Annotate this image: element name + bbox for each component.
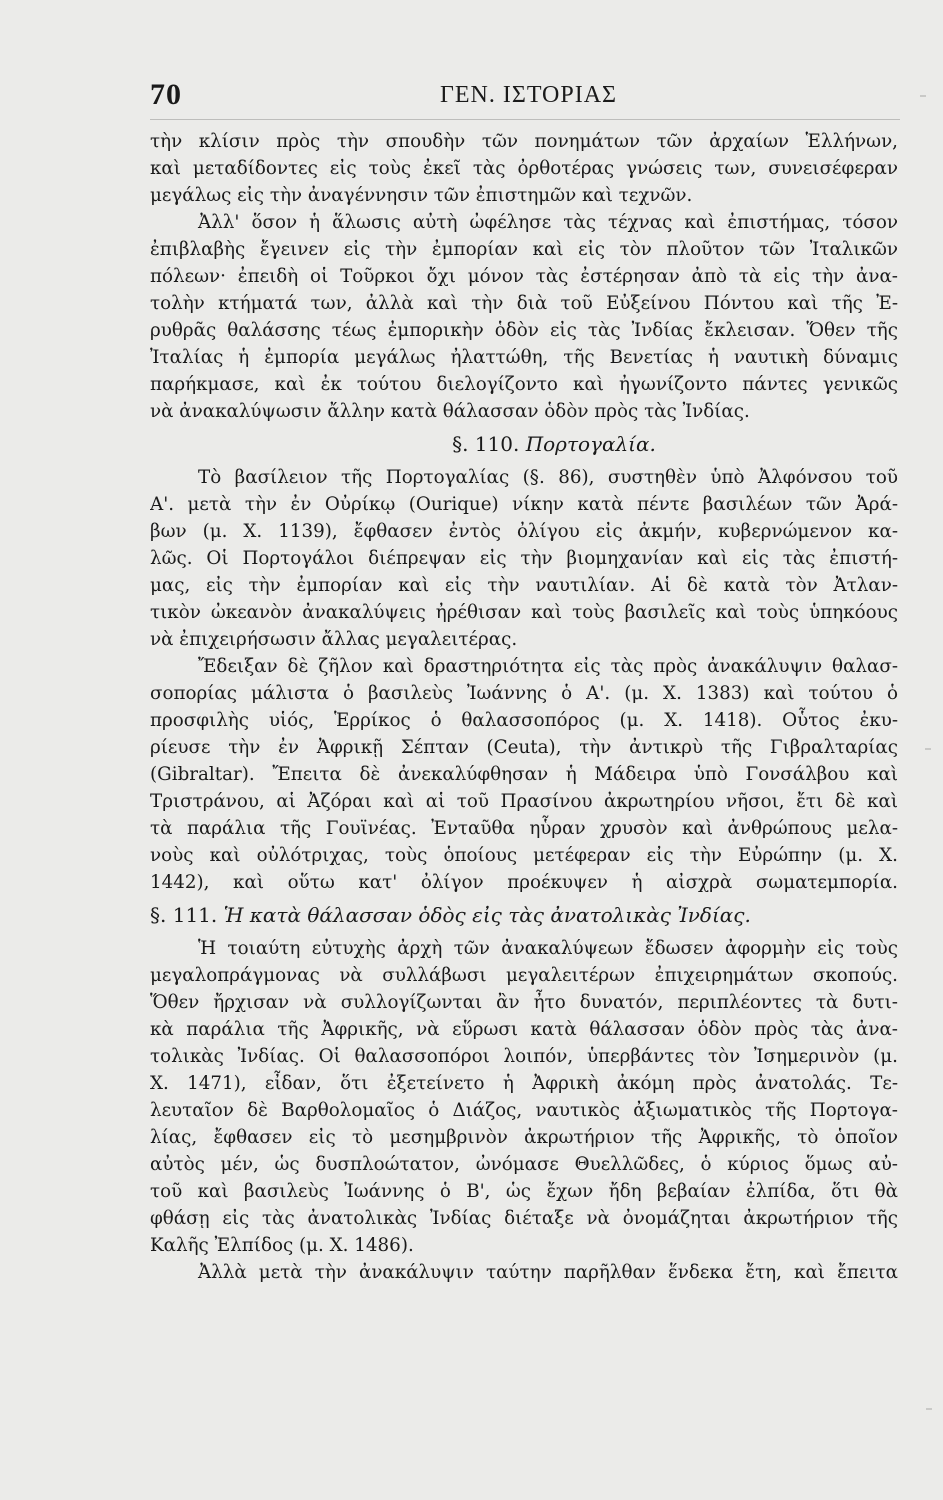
margin-speck	[926, 1408, 932, 1410]
text-line: φθάσῃ εἰς τὰς ἀνατολικὰς Ἰνδίας διέταξε νὰ ὀνομάζηται ἀκρωτήριον τῆς	[150, 1208, 898, 1229]
text-line: νὰ ἀνακαλύψωσιν ἄλλην κατὰ θάλασσαν ὁδὸν πρὸς τὰς Ἰνδίας.	[150, 401, 750, 422]
text-line: Τὸ βασίλειον τῆς Πορτογαλίας (§. 86), συστηθὲν ὑπὸ Ἀλφόνσου τοῦ	[198, 467, 898, 488]
text-line: σοπορίας μάλιστα ὁ βασιλεὺς Ἰωάννης ὁ Α'. (μ. Χ. 1383) καὶ τούτου ὁ	[150, 683, 898, 704]
text-line: Ἡ τοιαύτη εὐτυχὴς ἀρχὴ τῶν ἀνακαλύψεων ἔδωσεν ἀφορμὴν εἰς τοὺς	[198, 938, 898, 959]
text-line: τοῦ καὶ βασιλεὺς Ἰωάννης ὁ Β', ὡς ἔχων ἤδη βεβαίαν ἐλπίδα, ὅτι θὰ	[150, 1181, 898, 1202]
margin-speck	[925, 748, 931, 750]
text-line: βων (μ. Χ. 1139), ἔφθασεν ἐντὸς ὀλίγου εἰς ἀκμήν, κυβερνώμενον κα-	[150, 521, 898, 542]
section-title: Πορτογαλία.	[525, 432, 656, 456]
text-line: Ἀλλ' ὅσον ἡ ἅλωσις αὐτὴ ὠφέλησε τὰς τέχνας καὶ ἐπιστήμας, τόσον	[198, 212, 898, 233]
text-line: τὰ παράλια τῆς Γουϊνέας. Ἐνταῦθα ηὗραν χρυσὸν καὶ ἀνθρώπους μελα-	[150, 818, 898, 839]
text-line: Καλῆς Ἐλπίδος (μ. Χ. 1486).	[150, 1235, 414, 1256]
page-number: 70	[150, 78, 182, 111]
margin-speck	[920, 95, 926, 97]
text-line: Τριστράνου, αἱ Ἀζόραι καὶ αἱ τοῦ Πρασίνου ἀκρωτηρίου νῆσοι, ἔτι δὲ καὶ	[150, 791, 898, 812]
text-line: τικὸν ὠκεανὸν ἀνακαλύψεις ἠρέθισαν καὶ τοὺς βασιλεῖς καὶ τοὺς ὑπηκόους	[150, 602, 898, 623]
text-line: Ἔδειξαν δὲ ζῆλον καὶ δραστηριότητα εἰς τὰς πρὸς ἀνακάλυψιν θαλασ-	[198, 656, 898, 677]
text-line: (Gibraltar). Ἔπειτα δὲ ἀνεκαλύφθησαν ἡ Μάδειρα ὑπὸ Γονσάλβου καὶ	[150, 764, 898, 785]
text-line: Ἰταλίας ἡ ἐμπορία μεγάλως ἠλαττώθη, τῆς Βενετίας ἡ ναυτικὴ δύναμις	[150, 347, 898, 368]
text-line: Χ. 1471), εἶδαν, ὅτι ἐξετείνετο ἡ Ἀφρικὴ ἀκόμη πρὸς ἀνατολάς. Τε-	[150, 1073, 898, 1094]
text-line: παρήκμασε, καὶ ἐκ τούτου διελογίζοντο καὶ ἠγωνίζοντο πάντες γενικῶς	[150, 374, 898, 395]
text-line: μεγάλως εἰς τὴν ἀναγέννησιν τῶν ἐπιστημῶν καὶ τεχνῶν.	[150, 185, 693, 206]
text-line: ρυθρᾶς θαλάσσης τέως ἐμπορικὴν ὁδὸν εἰς τὰς Ἰνδίας ἔκλεισαν. Ὅθεν τῆς	[150, 320, 898, 341]
text-line: μας, εἰς τὴν ἐμπορίαν καὶ εἰς τὴν ναυτιλίαν. Αἱ δὲ κατὰ τὸν Ἀτλαν-	[150, 575, 898, 596]
text-line: πόλεων· ἐπειδὴ οἱ Τοῦρκοι ὄχι μόνον τὰς ἐστέρησαν ἀπὸ τὰ εἰς τὴν ἀνα-	[150, 266, 898, 287]
section-number: §. 111.	[150, 903, 218, 927]
page-header	[150, 78, 900, 112]
text-line: μεγαλοπράγμονας νὰ συλλάβωσι μεγαλειτέρων ἐπιχειρημάτων σκοπούς.	[150, 965, 898, 986]
text-line: Α'. μετὰ τὴν ἐν Οὐρίκῳ (Ourique) νίκην κατὰ πέντε βασιλέων τῶν Ἀρά-	[150, 494, 898, 515]
text-line: νοὺς καὶ οὐλότριχας, τοὺς ὁποίους μετέφεραν εἰς τὴν Εὐρώπην (μ. Χ.	[150, 845, 898, 866]
text-line: 1442), καὶ οὕτω κατ' ὀλίγον προέκυψεν ἡ αἰσχρὰ σωματεμπορία.	[150, 872, 898, 893]
text-line: τὴν κλίσιν πρὸς τὴν σπουδὴν τῶν πονημάτων τῶν ἀρχαίων Ἑλλήνων,	[150, 131, 898, 152]
text-line: ρίευσε τὴν ἐν Ἀφρικῇ Σέπταν (Ceuta), τὴν ἀντικρὺ τῆς Γιβραλταρίας	[150, 737, 898, 758]
text-line: Ὅθεν ἤρχισαν νὰ συλλογίζωνται ἂν ἦτο δυνατόν, περιπλέοντες τὰ δυτι-	[150, 992, 898, 1013]
text-line: τολὴν κτήματά των, ἀλλὰ καὶ τὴν διὰ τοῦ Εὐξείνου Πόντου καὶ τῆς Ἐ-	[150, 293, 898, 314]
body-text	[150, 128, 898, 1286]
text-line: προσφιλὴς υἱός, Ἑρρίκος ὁ θαλασσοπόρος (μ. Χ. 1418). Οὗτος ἐκυ-	[150, 710, 898, 731]
header-rule	[150, 119, 900, 120]
section-heading-111	[150, 902, 898, 929]
section-number: §. 110.	[452, 432, 520, 456]
text-line: ἐπιβλαβὴς ἔγεινεν εἰς τὴν ἐμπορίαν καὶ εἰς τὸν πλοῦτον τῶν Ἰταλικῶν	[150, 239, 898, 260]
running-head: ΓΕΝ. ΙΣΤΟΡΙΑΣ	[440, 82, 618, 108]
text-line: νὰ ἐπιχειρήσωσιν ἄλλας μεγαλειτέρας.	[150, 629, 518, 650]
text-line: λευταῖον δὲ Βαρθολομαῖος ὁ Διάζος, ναυτικὸς ἀξιωματικὸς τῆς Πορτογα-	[150, 1100, 898, 1121]
text-line: λίας, ἔφθασεν εἰς τὸ μεσημβρινὸν ἀκρωτήριον τῆς Ἀφρικῆς, τὸ ὁποῖον	[150, 1127, 898, 1148]
text-line: καὶ μεταδίδοντες εἰς τοὺς ἐκεῖ τὰς ὀρθοτέρας γνώσεις των, συνεισέφεραν	[150, 158, 898, 179]
section-heading-110	[150, 431, 898, 458]
text-line: κὰ παράλια τῆς Ἀφρικῆς, νὰ εὕρωσι κατὰ θάλασσαν ὁδὸν πρὸς τὰς ἀνα-	[150, 1019, 898, 1040]
text-line: Ἀλλὰ μετὰ τὴν ἀνακάλυψιν ταύτην παρῆλθαν ἕνδεκα ἔτη, καὶ ἔπειτα	[198, 1262, 898, 1283]
text-line: τολικὰς Ἰνδίας. Οἱ θαλασσοπόροι λοιπόν, ὑπερβάντες τὸν Ἰσημερινὸν (μ.	[150, 1046, 898, 1067]
text-line: αὐτὸς μέν, ὡς δυσπλοώτατον, ὠνόμασε Θυελλῶδες, ὁ κύριος ὅμως αὐ-	[150, 1154, 898, 1175]
section-title: Ἡ κατὰ θάλασσαν ὁδὸς εἰς τὰς ἀνατολικὰς Ἰνδίας.	[223, 903, 751, 927]
text-line: λῶς. Οἱ Πορτογάλοι διέπρεψαν εἰς τὴν βιομηχανίαν καὶ εἰς τὰς ἐπιστή-	[150, 548, 898, 569]
